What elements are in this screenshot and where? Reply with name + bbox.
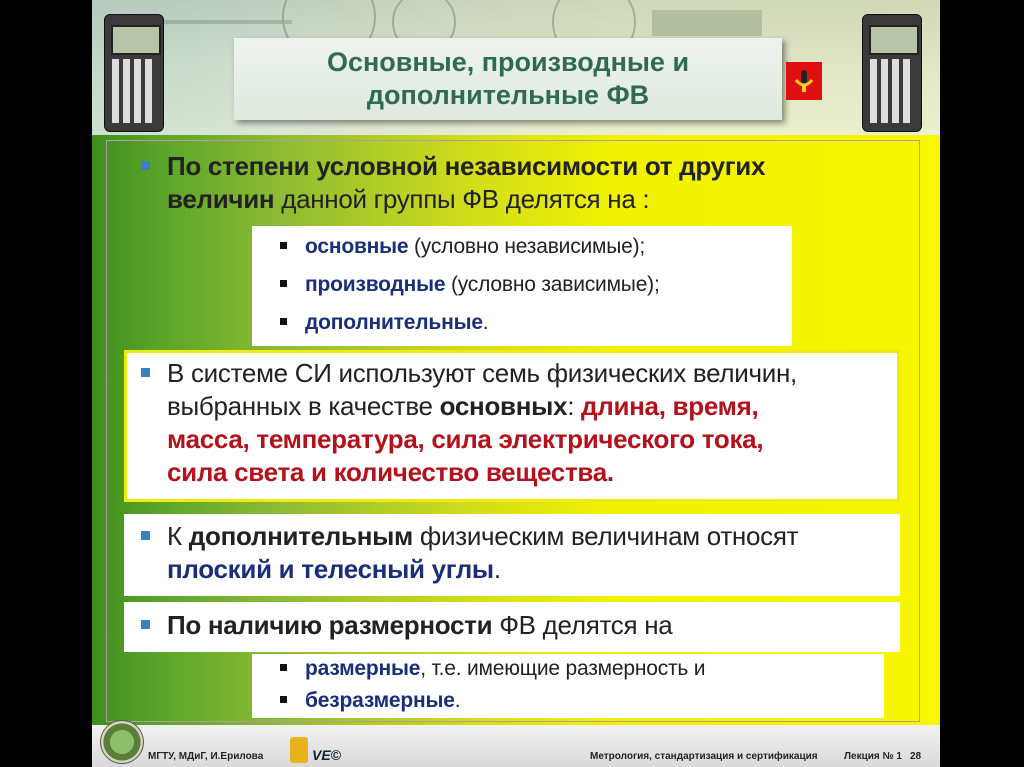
page-number: 28 (910, 751, 922, 762)
term-description: (условно независимые); (408, 235, 646, 258)
base-quantities: длина, время, (581, 391, 759, 421)
bullet-marker (141, 368, 150, 377)
title-line-2: дополнительные ФВ (366, 80, 650, 110)
bullet-marker (141, 620, 150, 629)
term-description: , т.е. имеющие размерность и (420, 657, 706, 680)
bullet-marker (280, 664, 287, 671)
slide-title (234, 38, 782, 120)
footer-course: Метрология, стандартизация и сертификация (590, 751, 818, 762)
bullet-text-bold: основных (439, 391, 568, 421)
term: производные (305, 273, 446, 296)
bullet-text-bold: величин (167, 184, 275, 214)
sound-icon[interactable] (786, 62, 822, 100)
base-quantities: сила света и количество вещества. (167, 457, 614, 487)
bullet-text: К (167, 521, 189, 551)
bullet-text-bold: дополнительным (188, 521, 413, 551)
bullet-text: физическим величинам относят (412, 521, 799, 551)
bullet-marker (280, 696, 287, 703)
sublist-item (280, 304, 488, 342)
footer-logo-text: VE© (312, 747, 341, 763)
term-description: (условно зависимые); (445, 273, 660, 296)
term: размерные (305, 657, 421, 680)
sublist-item (280, 266, 660, 304)
bullet-text-bold: По наличию размерности (167, 610, 493, 640)
slide (92, 0, 940, 767)
slide-footer (92, 725, 940, 767)
term-description: . (482, 311, 489, 334)
term-description: . (454, 689, 461, 712)
bullet-supplementary (167, 520, 907, 586)
bullet-independence (167, 150, 907, 216)
bullet-si-system (167, 357, 907, 489)
base-quantities: масса, температура, сила электрического тока, (167, 424, 764, 454)
university-seal-icon (100, 720, 144, 764)
calculator-icon (104, 14, 164, 132)
bullet-text: данной группы ФВ делятся на : (274, 184, 650, 214)
bullet-marker (141, 161, 150, 170)
bullet-marker (280, 280, 287, 287)
bullet-text: ФВ делятся на (492, 610, 673, 640)
bullet-marker (280, 318, 287, 325)
bullet-dimension (167, 609, 907, 642)
bullet-text: . (493, 554, 501, 584)
bullet-text-bold: По степени условной независимости от других (167, 151, 766, 181)
term: основные (305, 235, 409, 258)
title-line-1: Основные, производные и (326, 47, 690, 77)
term: дополнительные (305, 311, 483, 334)
term: безразмерные (305, 689, 455, 712)
supplementary-quantities: плоский и телесный углы (167, 554, 494, 584)
bullet-marker (280, 242, 287, 249)
sublist-item (280, 228, 645, 266)
calculator-icon (862, 14, 922, 132)
footer-lecture: Лекция № 1 (844, 751, 902, 762)
footer-author: МГТУ, МДиГ, И.Ерилова (148, 751, 264, 762)
bullet-marker (141, 531, 150, 540)
sublist-item (280, 682, 460, 720)
bullet-text: выбранных в качестве (167, 391, 440, 421)
logo-icon (290, 737, 308, 763)
bullet-text: В системе СИ используют семь физических величин, (167, 358, 797, 388)
bullet-text: : (567, 391, 582, 421)
